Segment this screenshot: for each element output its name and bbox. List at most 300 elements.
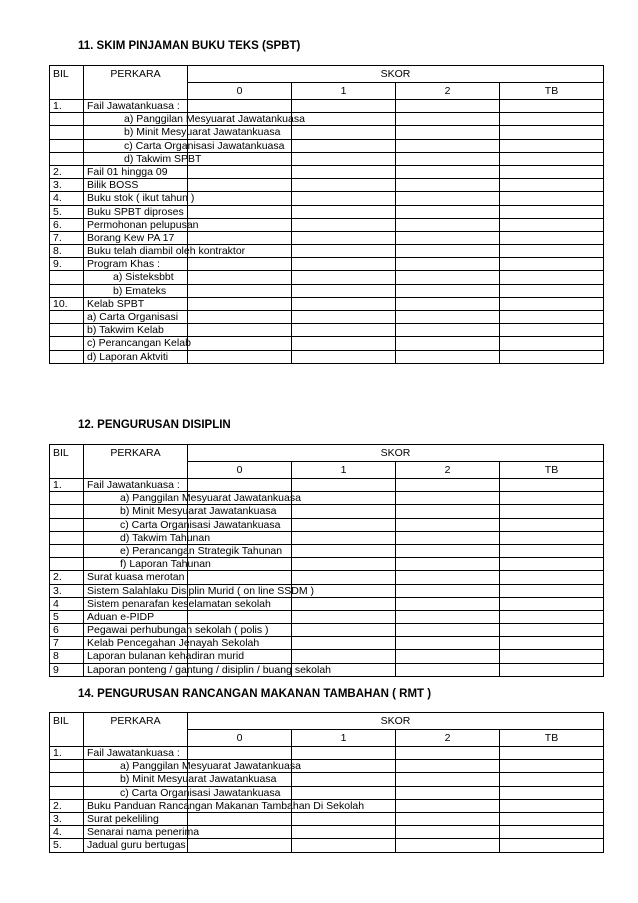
header-score-tb: TB bbox=[500, 730, 604, 747]
row-perkara: Laporan bulanan kehadiran murid bbox=[84, 650, 188, 663]
table-row bbox=[50, 624, 604, 637]
row-bil bbox=[50, 284, 84, 297]
table-header-row bbox=[50, 713, 604, 730]
score-cell-tb[interactable] bbox=[500, 610, 604, 623]
table-row bbox=[50, 812, 604, 825]
score-cell-tb[interactable] bbox=[500, 492, 604, 505]
section-title-disiplin: 12. PENGURUSAN DISIPLIN bbox=[78, 419, 231, 431]
score-cell-0[interactable] bbox=[188, 179, 292, 192]
score-cell-tb[interactable] bbox=[500, 558, 604, 571]
row-perkara: a) Panggilan Mesyuarat Jawatankuasa bbox=[84, 492, 188, 505]
header-bil: BIL bbox=[50, 713, 84, 747]
score-cell-tb[interactable] bbox=[500, 271, 604, 284]
score-cell-tb[interactable] bbox=[500, 165, 604, 178]
table-row bbox=[50, 231, 604, 244]
row-perkara: c) Carta Organisasi Jawatankuasa bbox=[84, 518, 188, 531]
table-row bbox=[50, 311, 604, 324]
score-cell-0[interactable] bbox=[188, 231, 292, 244]
score-cell-0[interactable] bbox=[188, 571, 292, 584]
score-cell-2[interactable] bbox=[396, 258, 500, 271]
score-cell-2[interactable] bbox=[396, 812, 500, 825]
score-cell-2[interactable] bbox=[396, 597, 500, 610]
score-cell-tb[interactable] bbox=[500, 284, 604, 297]
score-cell-1[interactable] bbox=[292, 786, 396, 799]
score-cell-1[interactable] bbox=[292, 544, 396, 557]
row-bil bbox=[50, 505, 84, 518]
row-perkara: a) Panggilan Mesyuarat Jawatankuasa bbox=[84, 113, 188, 126]
row-bil bbox=[50, 139, 84, 152]
score-cell-0[interactable] bbox=[188, 100, 292, 113]
score-cell-tb[interactable] bbox=[500, 650, 604, 663]
row-bil: 2. bbox=[50, 571, 84, 584]
table-header-row bbox=[50, 66, 604, 83]
table-row bbox=[50, 152, 604, 165]
table-row bbox=[50, 597, 604, 610]
row-perkara: e) Perancangan Strategik Tahunan bbox=[84, 544, 188, 557]
score-cell-2[interactable] bbox=[396, 113, 500, 126]
table-row bbox=[50, 637, 604, 650]
row-bil bbox=[50, 113, 84, 126]
section-title-spbt: 11. SKIM PINJAMAN BUKU TEKS (SPBT) bbox=[78, 40, 301, 52]
score-cell-2[interactable] bbox=[396, 165, 500, 178]
score-cell-1[interactable] bbox=[292, 518, 396, 531]
row-perkara: Fail Jawatankuasa : bbox=[84, 747, 188, 760]
score-cell-1[interactable] bbox=[292, 205, 396, 218]
score-cell-tb[interactable] bbox=[500, 597, 604, 610]
row-perkara: Fail 01 hingga 09 bbox=[84, 165, 188, 178]
score-cell-2[interactable] bbox=[396, 518, 500, 531]
score-cell-tb[interactable] bbox=[500, 231, 604, 244]
table-row bbox=[50, 126, 604, 139]
row-perkara: Sistem penarafan keselamatan sekolah bbox=[84, 597, 188, 610]
score-cell-1[interactable] bbox=[292, 311, 396, 324]
score-cell-tb[interactable] bbox=[500, 311, 604, 324]
header-bil: BIL bbox=[50, 66, 84, 100]
row-bil: 2. bbox=[50, 165, 84, 178]
score-cell-tb[interactable] bbox=[500, 544, 604, 557]
row-bil bbox=[50, 786, 84, 799]
table-row bbox=[50, 205, 604, 218]
score-cell-1[interactable] bbox=[292, 773, 396, 786]
header-score-1: 1 bbox=[292, 730, 396, 747]
score-cell-1[interactable] bbox=[292, 492, 396, 505]
score-cell-2[interactable] bbox=[396, 773, 500, 786]
header-score-0: 0 bbox=[188, 730, 292, 747]
score-cell-0[interactable] bbox=[188, 218, 292, 231]
header-perkara: PERKARA bbox=[84, 713, 188, 747]
row-perkara: b) Minit Mesyuarat Jawatankuasa bbox=[84, 773, 188, 786]
table-row bbox=[50, 492, 604, 505]
row-bil: 3. bbox=[50, 812, 84, 825]
score-cell-2[interactable] bbox=[396, 505, 500, 518]
row-bil: 5. bbox=[50, 839, 84, 852]
table-disiplin bbox=[49, 444, 604, 677]
section-title-rmt: 14. PENGURUSAN RANCANGAN MAKANAN TAMBAHAN ( RMT ) bbox=[78, 688, 432, 700]
score-cell-1[interactable] bbox=[292, 839, 396, 852]
table-rmt bbox=[49, 712, 604, 853]
table-row bbox=[50, 113, 604, 126]
header-score-1: 1 bbox=[292, 83, 396, 100]
row-bil: 1. bbox=[50, 747, 84, 760]
score-cell-1[interactable] bbox=[292, 231, 396, 244]
score-cell-1[interactable] bbox=[292, 113, 396, 126]
row-perkara: Buku telah diambil oleh kontraktor bbox=[84, 245, 188, 258]
score-cell-1[interactable] bbox=[292, 192, 396, 205]
table-row bbox=[50, 179, 604, 192]
table-row bbox=[50, 518, 604, 531]
score-cell-1[interactable] bbox=[292, 152, 396, 165]
row-bil: 4. bbox=[50, 826, 84, 839]
row-bil: 1. bbox=[50, 479, 84, 492]
score-cell-2[interactable] bbox=[396, 179, 500, 192]
table-row bbox=[50, 747, 604, 760]
score-cell-1[interactable] bbox=[292, 324, 396, 337]
score-cell-tb[interactable] bbox=[500, 505, 604, 518]
table-row bbox=[50, 786, 604, 799]
header-score-2: 2 bbox=[396, 730, 500, 747]
score-cell-0[interactable] bbox=[188, 205, 292, 218]
row-perkara: Fail Jawatankuasa : bbox=[84, 479, 188, 492]
header-score-0: 0 bbox=[188, 462, 292, 479]
row-bil: 2. bbox=[50, 799, 84, 812]
header-score-1: 1 bbox=[292, 462, 396, 479]
score-cell-1[interactable] bbox=[292, 337, 396, 350]
row-bil bbox=[50, 337, 84, 350]
row-bil: 9 bbox=[50, 663, 84, 676]
score-cell-1[interactable] bbox=[292, 284, 396, 297]
score-cell-tb[interactable] bbox=[500, 839, 604, 852]
score-cell-2[interactable] bbox=[396, 650, 500, 663]
score-cell-1[interactable] bbox=[292, 812, 396, 825]
row-perkara: b) Minit Mesyuarat Jawatankuasa bbox=[84, 126, 188, 139]
row-perkara: Aduan e-PIDP bbox=[84, 610, 188, 623]
header-score-2: 2 bbox=[396, 462, 500, 479]
score-cell-tb[interactable] bbox=[500, 747, 604, 760]
score-cell-2[interactable] bbox=[396, 205, 500, 218]
score-cell-2[interactable] bbox=[396, 492, 500, 505]
header-skor: SKOR bbox=[188, 66, 604, 83]
score-cell-1[interactable] bbox=[292, 650, 396, 663]
row-perkara: Laporan ponteng / gantung / disiplin / buang sekolah bbox=[84, 663, 188, 676]
header-score-0: 0 bbox=[188, 83, 292, 100]
score-cell-1[interactable] bbox=[292, 165, 396, 178]
score-cell-tb[interactable] bbox=[500, 297, 604, 310]
table-row bbox=[50, 284, 604, 297]
score-cell-1[interactable] bbox=[292, 297, 396, 310]
header-perkara: PERKARA bbox=[84, 445, 188, 479]
score-cell-tb[interactable] bbox=[500, 152, 604, 165]
row-bil: 9. bbox=[50, 258, 84, 271]
score-cell-0[interactable] bbox=[188, 826, 292, 839]
score-cell-2[interactable] bbox=[396, 350, 500, 363]
table-row bbox=[50, 271, 604, 284]
score-cell-2[interactable] bbox=[396, 324, 500, 337]
row-perkara: Fail Jawatankuasa : bbox=[84, 100, 188, 113]
score-cell-2[interactable] bbox=[396, 747, 500, 760]
score-cell-tb[interactable] bbox=[500, 624, 604, 637]
score-cell-0[interactable] bbox=[188, 165, 292, 178]
score-cell-1[interactable] bbox=[292, 624, 396, 637]
row-bil bbox=[50, 350, 84, 363]
score-cell-0[interactable] bbox=[188, 152, 292, 165]
score-cell-2[interactable] bbox=[396, 337, 500, 350]
score-cell-0[interactable] bbox=[188, 258, 292, 271]
score-cell-2[interactable] bbox=[396, 531, 500, 544]
score-cell-2[interactable] bbox=[396, 826, 500, 839]
score-cell-tb[interactable] bbox=[500, 479, 604, 492]
score-cell-tb[interactable] bbox=[500, 179, 604, 192]
score-cell-2[interactable] bbox=[396, 100, 500, 113]
header-perkara: PERKARA bbox=[84, 66, 188, 100]
table-row bbox=[50, 100, 604, 113]
score-cell-tb[interactable] bbox=[500, 826, 604, 839]
score-cell-1[interactable] bbox=[292, 245, 396, 258]
row-perkara: Bilik BOSS bbox=[84, 179, 188, 192]
table-row bbox=[50, 650, 604, 663]
score-cell-2[interactable] bbox=[396, 760, 500, 773]
table-row bbox=[50, 139, 604, 152]
score-cell-1[interactable] bbox=[292, 100, 396, 113]
table-row bbox=[50, 839, 604, 852]
row-bil: 5. bbox=[50, 205, 84, 218]
score-cell-2[interactable] bbox=[396, 663, 500, 676]
header-score-2: 2 bbox=[396, 83, 500, 100]
table-row bbox=[50, 610, 604, 623]
score-cell-0[interactable] bbox=[188, 337, 292, 350]
score-cell-2[interactable] bbox=[396, 231, 500, 244]
header-skor: SKOR bbox=[188, 713, 604, 730]
score-cell-tb[interactable] bbox=[500, 205, 604, 218]
row-bil bbox=[50, 773, 84, 786]
score-cell-0[interactable] bbox=[188, 812, 292, 825]
row-perkara: a) Panggilan Mesyuarat Jawatankuasa bbox=[84, 760, 188, 773]
row-perkara: Jadual guru bertugas bbox=[84, 839, 188, 852]
table-row bbox=[50, 558, 604, 571]
score-cell-2[interactable] bbox=[396, 245, 500, 258]
row-bil: 5 bbox=[50, 610, 84, 623]
row-bil: 8 bbox=[50, 650, 84, 663]
score-cell-1[interactable] bbox=[292, 271, 396, 284]
row-perkara: Buku stok ( ikut tahun ) bbox=[84, 192, 188, 205]
score-cell-2[interactable] bbox=[396, 799, 500, 812]
score-cell-tb[interactable] bbox=[500, 218, 604, 231]
score-cell-2[interactable] bbox=[396, 311, 500, 324]
score-cell-1[interactable] bbox=[292, 218, 396, 231]
row-bil: 1. bbox=[50, 100, 84, 113]
row-perkara: Pegawai perhubungan sekolah ( polis ) bbox=[84, 624, 188, 637]
score-cell-0[interactable] bbox=[188, 324, 292, 337]
row-perkara: Program Khas : bbox=[84, 258, 188, 271]
table-row bbox=[50, 505, 604, 518]
row-perkara: Kelab Pencegahan Jenayah Sekolah bbox=[84, 637, 188, 650]
row-bil: 8. bbox=[50, 245, 84, 258]
score-cell-1[interactable] bbox=[292, 747, 396, 760]
score-cell-2[interactable] bbox=[396, 637, 500, 650]
table-row bbox=[50, 531, 604, 544]
row-bil bbox=[50, 544, 84, 557]
row-bil bbox=[50, 492, 84, 505]
table-row bbox=[50, 571, 604, 584]
score-cell-2[interactable] bbox=[396, 584, 500, 597]
table-row bbox=[50, 337, 604, 350]
row-bil: 3. bbox=[50, 179, 84, 192]
row-perkara: Buku Panduan Rancangan Makanan Tambahan Di Sekolah bbox=[84, 799, 188, 812]
row-bil bbox=[50, 126, 84, 139]
row-bil bbox=[50, 558, 84, 571]
row-bil bbox=[50, 271, 84, 284]
row-perkara: b) Emateks bbox=[84, 284, 188, 297]
score-cell-2[interactable] bbox=[396, 297, 500, 310]
table-row bbox=[50, 258, 604, 271]
row-perkara: c) Carta Organisasi Jawatankuasa bbox=[84, 139, 188, 152]
score-cell-2[interactable] bbox=[396, 139, 500, 152]
score-cell-tb[interactable] bbox=[500, 192, 604, 205]
row-bil: 3. bbox=[50, 584, 84, 597]
score-cell-tb[interactable] bbox=[500, 571, 604, 584]
row-perkara: a) Sisteksbbt bbox=[84, 271, 188, 284]
row-bil: 10. bbox=[50, 297, 84, 310]
score-cell-1[interactable] bbox=[292, 826, 396, 839]
table-row bbox=[50, 799, 604, 812]
row-perkara: f) Laporan Tahunan bbox=[84, 558, 188, 571]
header-skor: SKOR bbox=[188, 445, 604, 462]
row-perkara: Permohonan pelupusan bbox=[84, 218, 188, 231]
score-cell-tb[interactable] bbox=[500, 531, 604, 544]
table-row bbox=[50, 479, 604, 492]
score-cell-tb[interactable] bbox=[500, 663, 604, 676]
score-cell-2[interactable] bbox=[396, 152, 500, 165]
score-cell-tb[interactable] bbox=[500, 113, 604, 126]
score-cell-1[interactable] bbox=[292, 350, 396, 363]
score-cell-tb[interactable] bbox=[500, 812, 604, 825]
score-cell-2[interactable] bbox=[396, 839, 500, 852]
row-perkara: b) Minit Mesyuarat Jawatankuasa bbox=[84, 505, 188, 518]
score-cell-1[interactable] bbox=[292, 258, 396, 271]
row-perkara: d) Takwim SPBT bbox=[84, 152, 188, 165]
table-row bbox=[50, 584, 604, 597]
row-perkara: Borang Kew PA 17 bbox=[84, 231, 188, 244]
score-cell-tb[interactable] bbox=[500, 773, 604, 786]
score-cell-2[interactable] bbox=[396, 192, 500, 205]
table-row bbox=[50, 192, 604, 205]
score-cell-1[interactable] bbox=[292, 571, 396, 584]
score-cell-1[interactable] bbox=[292, 760, 396, 773]
score-cell-tb[interactable] bbox=[500, 245, 604, 258]
table-row bbox=[50, 663, 604, 676]
score-cell-1[interactable] bbox=[292, 637, 396, 650]
score-cell-2[interactable] bbox=[396, 624, 500, 637]
score-cell-tb[interactable] bbox=[500, 258, 604, 271]
table-row bbox=[50, 218, 604, 231]
score-cell-0[interactable] bbox=[188, 350, 292, 363]
score-cell-2[interactable] bbox=[396, 610, 500, 623]
score-cell-1[interactable] bbox=[292, 505, 396, 518]
score-cell-tb[interactable] bbox=[500, 337, 604, 350]
score-cell-0[interactable] bbox=[188, 284, 292, 297]
score-cell-2[interactable] bbox=[396, 571, 500, 584]
row-perkara: Senarai nama penerima bbox=[84, 826, 188, 839]
row-bil: 6. bbox=[50, 218, 84, 231]
row-bil bbox=[50, 324, 84, 337]
score-cell-0[interactable] bbox=[188, 839, 292, 852]
row-bil bbox=[50, 518, 84, 531]
score-cell-0[interactable] bbox=[188, 610, 292, 623]
score-cell-2[interactable] bbox=[396, 126, 500, 139]
score-cell-0[interactable] bbox=[188, 297, 292, 310]
score-cell-tb[interactable] bbox=[500, 799, 604, 812]
header-score-tb: TB bbox=[500, 462, 604, 479]
row-bil: 7 bbox=[50, 637, 84, 650]
table-row bbox=[50, 350, 604, 363]
score-cell-1[interactable] bbox=[292, 479, 396, 492]
score-cell-2[interactable] bbox=[396, 479, 500, 492]
table-spbt bbox=[49, 65, 604, 364]
row-perkara: Buku SPBT diproses bbox=[84, 205, 188, 218]
row-bil: 4 bbox=[50, 597, 84, 610]
row-perkara: a) Carta Organisasi bbox=[84, 311, 188, 324]
table-row bbox=[50, 324, 604, 337]
score-cell-2[interactable] bbox=[396, 786, 500, 799]
score-cell-tb[interactable] bbox=[500, 126, 604, 139]
score-cell-0[interactable] bbox=[188, 311, 292, 324]
row-perkara: d) Laporan Aktviti bbox=[84, 350, 188, 363]
score-cell-tb[interactable] bbox=[500, 100, 604, 113]
score-cell-2[interactable] bbox=[396, 218, 500, 231]
score-cell-tb[interactable] bbox=[500, 350, 604, 363]
score-cell-2[interactable] bbox=[396, 284, 500, 297]
score-cell-1[interactable] bbox=[292, 558, 396, 571]
row-perkara: Sistem Salahlaku Disiplin Murid ( on line SSDM ) bbox=[84, 584, 188, 597]
score-cell-1[interactable] bbox=[292, 597, 396, 610]
score-cell-tb[interactable] bbox=[500, 324, 604, 337]
table-header-row bbox=[50, 445, 604, 462]
score-cell-1[interactable] bbox=[292, 179, 396, 192]
row-perkara: c) Perancangan Kelab bbox=[84, 337, 188, 350]
row-bil: 7. bbox=[50, 231, 84, 244]
row-perkara: Surat kuasa merotan bbox=[84, 571, 188, 584]
score-cell-tb[interactable] bbox=[500, 637, 604, 650]
row-perkara: d) Takwim Tahunan bbox=[84, 531, 188, 544]
table-row bbox=[50, 773, 604, 786]
score-cell-1[interactable] bbox=[292, 610, 396, 623]
score-cell-2[interactable] bbox=[396, 558, 500, 571]
score-cell-tb[interactable] bbox=[500, 139, 604, 152]
row-perkara: b) Takwim Kelab bbox=[84, 324, 188, 337]
score-cell-tb[interactable] bbox=[500, 518, 604, 531]
score-cell-0[interactable] bbox=[188, 192, 292, 205]
row-bil bbox=[50, 760, 84, 773]
score-cell-tb[interactable] bbox=[500, 786, 604, 799]
score-cell-tb[interactable] bbox=[500, 760, 604, 773]
score-cell-1[interactable] bbox=[292, 126, 396, 139]
score-cell-2[interactable] bbox=[396, 544, 500, 557]
score-cell-tb[interactable] bbox=[500, 584, 604, 597]
score-cell-2[interactable] bbox=[396, 271, 500, 284]
header-score-tb: TB bbox=[500, 83, 604, 100]
row-bil bbox=[50, 152, 84, 165]
score-cell-0[interactable] bbox=[188, 271, 292, 284]
score-cell-0[interactable] bbox=[188, 747, 292, 760]
header-bil: BIL bbox=[50, 445, 84, 479]
score-cell-0[interactable] bbox=[188, 479, 292, 492]
table-row bbox=[50, 760, 604, 773]
row-bil: 6 bbox=[50, 624, 84, 637]
table-row bbox=[50, 544, 604, 557]
row-perkara: Kelab SPBT bbox=[84, 297, 188, 310]
score-cell-1[interactable] bbox=[292, 139, 396, 152]
row-bil: 4. bbox=[50, 192, 84, 205]
score-cell-1[interactable] bbox=[292, 531, 396, 544]
